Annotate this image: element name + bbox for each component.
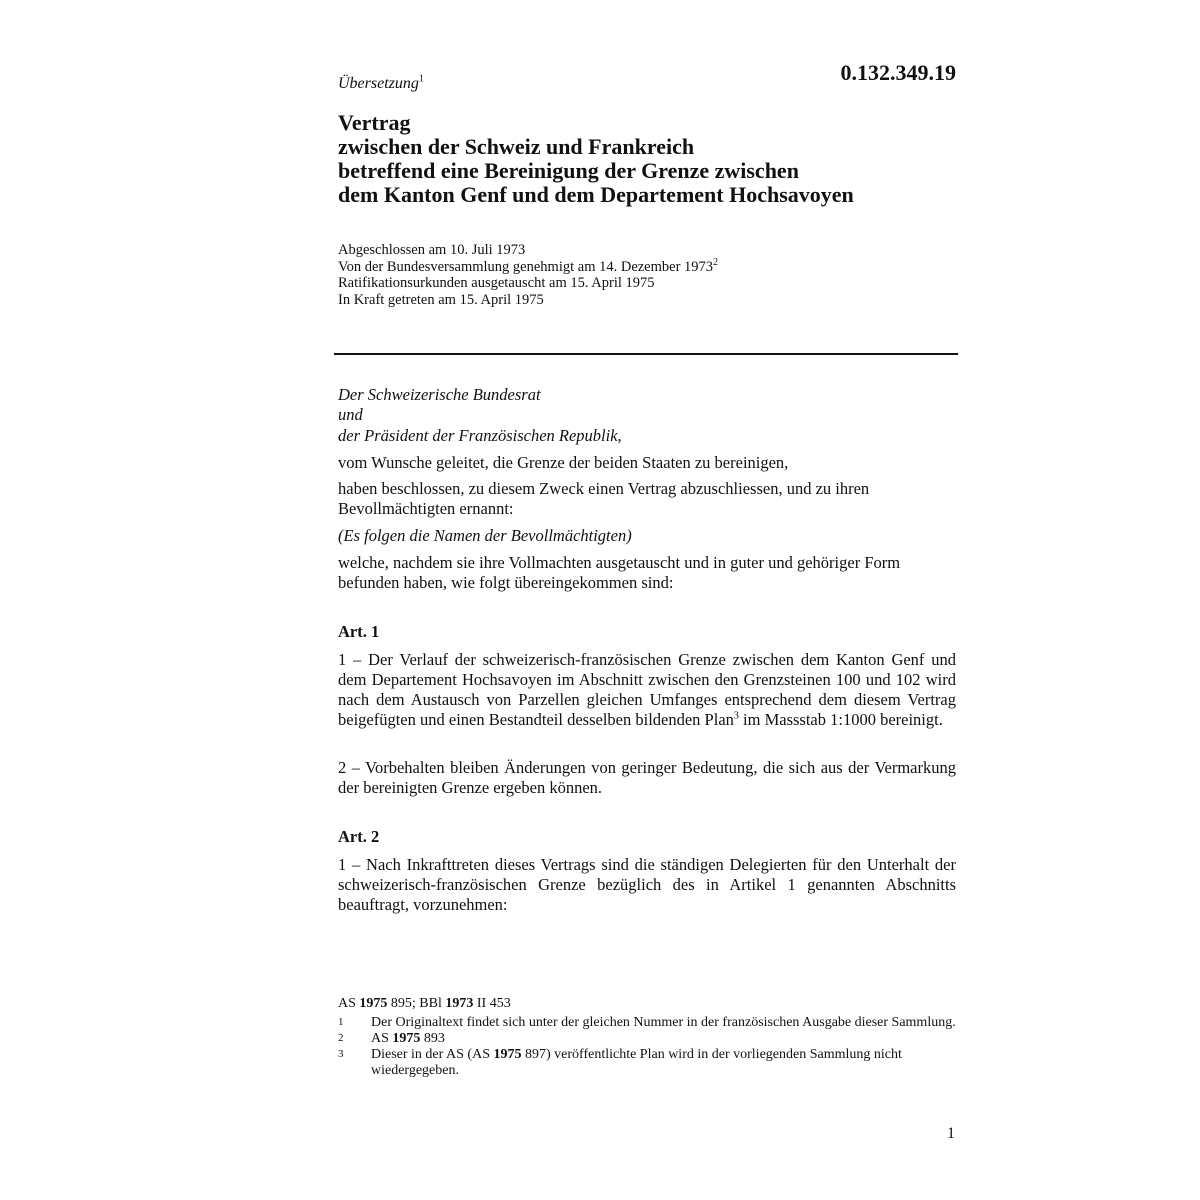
title-line-1: Vertrag	[338, 110, 411, 135]
footnote-3-year: 1975	[493, 1047, 522, 1062]
approved-date	[338, 256, 719, 276]
article-1-paragraph-2: 2 – Vorbehalten bleiben Änderungen von geringer Bedeutung, die sich aus der Vermarkung der bereinigten Grenze ergeben können.	[338, 758, 956, 797]
section-divider	[334, 353, 958, 355]
translation-label-text: Übersetzung	[338, 75, 419, 92]
article-1-paragraph-1	[338, 650, 956, 730]
article-1-paragraph-1-tail: im Massstab 1:1000 bereinigt.	[738, 710, 943, 729]
source-as-year: 1975	[359, 996, 388, 1011]
footnote-3-prefix: Dieser in der AS (AS	[371, 1047, 494, 1062]
footnotes	[338, 996, 958, 1079]
footnote-1-number: 1	[338, 1016, 344, 1028]
plenipotentiaries-note: (Es folgen die Namen der Bevollmächtigten)	[338, 526, 632, 545]
translation-label	[338, 74, 424, 94]
sr-number: 0.132.349.19	[840, 60, 956, 85]
footnote-2-year: 1975	[392, 1031, 421, 1046]
footnote-ref-3: 3	[733, 710, 739, 722]
title-line-4: dem Kanton Genf und dem Departement Hochsavoyen	[338, 182, 854, 207]
footnote-2-rest: 893	[420, 1031, 445, 1046]
page-number: 1	[947, 1125, 955, 1142]
footnote-2	[338, 1031, 958, 1047]
footnote-ref-2: 2	[713, 256, 719, 268]
ratification-date: Ratifikationsurkunden ausgetauscht am 15. April 1975	[338, 275, 655, 291]
footnote-3-number: 3	[338, 1048, 344, 1060]
article-2-heading: Art. 2	[338, 827, 380, 846]
title-line-3: betreffend eine Bereinigung der Grenze zwischen	[338, 158, 799, 183]
footnote-1	[338, 1015, 958, 1031]
preamble-party-1: Der Schweizerische Bundesrat	[338, 385, 541, 404]
source-as-label: AS	[338, 996, 360, 1011]
footnote-3-rest: 897) veröffentlichte Plan wird in der vorliegenden Sammlung nicht wiedergegeben.	[371, 1047, 902, 1078]
footnote-2-prefix: AS	[371, 1031, 393, 1046]
preamble-and: und	[338, 405, 363, 424]
source-reference	[338, 996, 958, 1012]
in-force-date: In Kraft getreten am 15. April 1975	[338, 291, 544, 308]
source-bbl-rest: II 453	[473, 996, 511, 1011]
source-bbl-year: 1973	[445, 996, 474, 1011]
footnote-ref-1: 1	[418, 73, 424, 85]
footnote-3	[338, 1047, 958, 1079]
article-1-paragraph-1-text: 1 – Der Verlauf der schweizerisch-französischen Grenze zwischen dem Kanton Genf und dem Departement Hochsavoyen im Abschnitt zwischen den Grenzsteinen 100 und 102 wird nach dem Austausch von Parzellen gleichen Umfanges entsprechend dem diesem Vertrag beigefügten und einen Bestandteil desselben bildenden Plan	[338, 650, 956, 729]
footnote-2-text	[371, 1031, 958, 1047]
footnote-3-text	[371, 1047, 958, 1079]
preamble-paragraph-1: vom Wunsche geleitet, die Grenze der beiden Staaten zu bereinigen,	[338, 453, 789, 472]
preamble-paragraph-3: welche, nachdem sie ihre Vollmachten ausgetauscht und in guter und gehöriger Form befunden haben, wie folgt übereingekommen sind:	[338, 553, 901, 592]
approved-date-text: Von der Bundesversammlung genehmigt am 14. Dezember 1973	[338, 258, 714, 275]
concluded-date: Abgeschlossen am 10. Juli 1973	[338, 242, 526, 258]
source-as-page: 895; BBl	[387, 996, 446, 1011]
article-1-heading: Art. 1	[338, 622, 380, 641]
article-2-paragraph-1: 1 – Nach Inkrafttreten dieses Vertrags sind die ständigen Delegierten für den Unterhalt der schweizerisch-französischen Grenze bezüglich des in Artikel 1 genannten Abschnitts beauftragt, vorzunehmen:	[338, 855, 956, 914]
title-line-2: zwischen der Schweiz und Frankreich	[338, 134, 695, 159]
footnote-1-text: Der Originaltext findet sich unter der gleichen Nummer in der französischen Ausgabe dieser Sammlung.	[371, 1015, 956, 1030]
footnote-2-number: 2	[338, 1032, 344, 1044]
preamble-party-2: der Präsident der Französischen Republik,	[338, 426, 622, 445]
document-title	[338, 111, 958, 207]
treaty-dates	[338, 242, 718, 308]
preamble-paragraph-2: haben beschlossen, zu diesem Zweck einen Vertrag abzuschliessen, und zu ihren Bevollmächtigten ernannt:	[338, 479, 870, 518]
